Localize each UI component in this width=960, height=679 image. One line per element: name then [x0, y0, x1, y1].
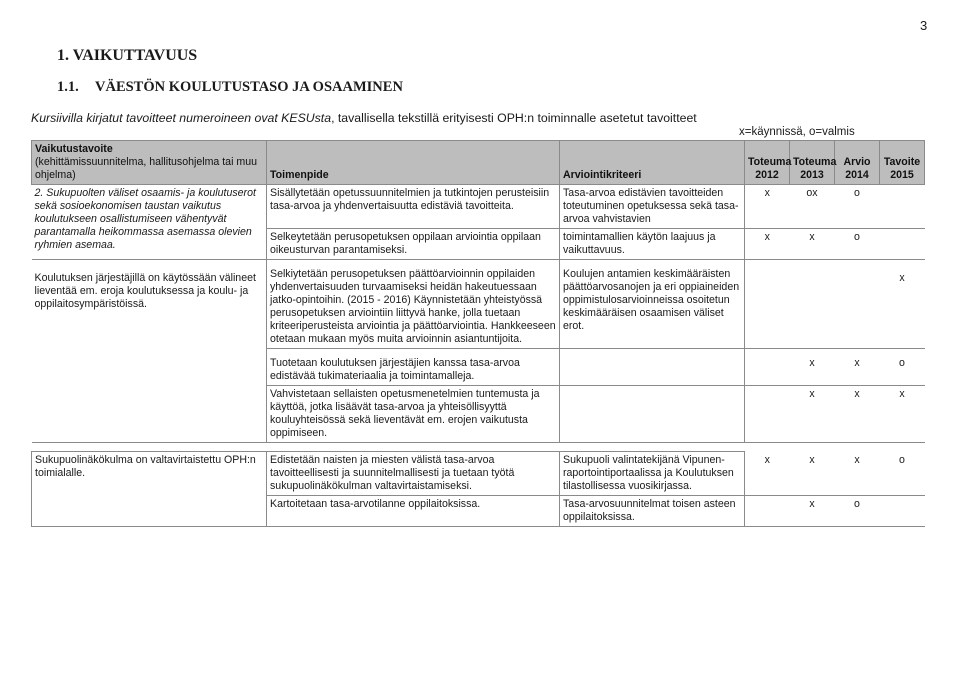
status-2015: x — [880, 260, 925, 349]
table-header-row — [32, 141, 925, 185]
status-2013 — [790, 260, 835, 349]
status-2013: ox — [790, 185, 835, 229]
status-2015: o — [880, 349, 925, 386]
chapter-heading: 1. VAIKUTTAVUUS — [57, 47, 198, 64]
status-2014: o — [835, 185, 880, 229]
action-cell: Edistetään naisten ja miesten välistä tasa-arvoa tavoitteellisesti ja suunnitelmallisesti ja tuetaan työtä sukupuolinäkökulman valtavirtaistamiseksi. — [267, 452, 560, 496]
section-title: VÄESTÖN KOULUTUSTASO JA OSAAMINEN — [95, 79, 403, 95]
header-2014: Arvio 2014 — [835, 141, 880, 185]
status-2012 — [745, 349, 790, 386]
criteria-cell: Tasa-arvoa edistävien tavoitteiden toteutuminen opetuksessa sekä tasa-arvoa vahvistavien — [560, 185, 745, 229]
status-2012 — [745, 260, 790, 349]
header-action: Toimenpide — [267, 141, 560, 185]
action-cell: Selkiytetään perusopetuksen päättöarvioinnin oppilaiden yhdenvertaisuuden turvaamiseksi heidän hakeutuessaan jatko-opintoihin. (2015 - 2016) Käynnistetään yhteistyössä perusopetuksen arviointiin liittyvä hanke, jolla tuetaan kriteeriperusteista arviointia ja päättöarviointia. Hankkeeseen otetaan mukaan myös muita arvioinnin asiantuntijoita. — [267, 260, 560, 349]
status-2015 — [880, 185, 925, 229]
criteria-cell — [560, 386, 745, 443]
status-2012 — [745, 386, 790, 443]
action-cell: Tuotetaan koulutuksen järjestäjien kanssa tasa-arvoa edistävää tukimateriaalia ja toimintamalleja. — [267, 349, 560, 386]
page-number: 3 — [920, 18, 928, 33]
status-2015 — [880, 229, 925, 260]
header-2012: Toteuma 2012 — [745, 141, 790, 185]
status-2015 — [880, 496, 925, 527]
header-2015: Tavoite 2015 — [880, 141, 925, 185]
status-2013: x — [790, 452, 835, 496]
criteria-cell — [560, 349, 745, 386]
criteria-cell: Tasa-arvosuunnitelmat toisen asteen oppilaitoksissa. — [560, 496, 745, 527]
goals-table — [31, 140, 925, 527]
goal-cell: 2. Sukupuolten väliset osaamis- ja koulutuserot sekä sosioekonomisen taustan vaikutus koulutukseen osallistumiseen vähentyvät parantamalla heikommassa asemassa olevien ryhmien asemaa. — [32, 185, 267, 260]
criteria-cell: toimintamallien käytön laajuus ja vaikuttavuus. — [560, 229, 745, 260]
status-2012: x — [745, 229, 790, 260]
status-2012 — [745, 496, 790, 527]
status-2014: o — [835, 496, 880, 527]
status-2014: x — [835, 349, 880, 386]
action-cell: Vahvistetaan sellaisten opetusmenetelmien tuntemusta ja käyttöä, jotka lisäävät tasa-arvoa ja yhteisöllisyyttä kouluyhteisössä sekä lieventävät em. erojen vaikutusta oppimiseen. — [267, 386, 560, 443]
intro-rest: , tavallisella tekstillä erityisesti OPH:n toiminnalle asetetut tavoitteet — [331, 111, 697, 125]
status-2013: x — [790, 229, 835, 260]
status-legend: x=käynnissä, o=valmis — [739, 126, 855, 138]
table-row — [32, 452, 925, 496]
action-cell: Kartoitetaan tasa-arvotilanne oppilaitoksissa. — [267, 496, 560, 527]
status-2014 — [835, 260, 880, 349]
status-2013: x — [790, 496, 835, 527]
criteria-cell: Koulujen antamien keskimääräisten päättöarvosanojen ja eri oppiaineiden oppimistulosarvioinneissa osoitetun keskimääräisen osaamisen väliset erot. — [560, 260, 745, 349]
status-2015: x — [880, 386, 925, 443]
status-2012: x — [745, 185, 790, 229]
section-heading — [57, 79, 403, 96]
header-goal-title: Vaikutustavoite — [35, 143, 113, 155]
action-cell: Selkeytetään perusopetuksen oppilaan arviointia oppilaan oikeusturvan parantamiseksi. — [267, 229, 560, 260]
action-cell: Sisällytetään opetussuunnitelmien ja tutkintojen perusteisiin tasa-arvoa ja yhdenvertaisuutta edistäviä tavoitteita. — [267, 185, 560, 229]
spacer-row — [32, 443, 925, 452]
criteria-cell: Sukupuoli valintatekijänä Vipunen-raportointiportaalissa ja Koulutuksen tilastollisessa vuosikirjassa. — [560, 452, 745, 496]
goal-cell: Sukupuolinäkökulma on valtavirtaistettu OPH:n toimialalle. — [32, 452, 267, 527]
status-2013: x — [790, 386, 835, 443]
header-goal — [32, 141, 267, 185]
status-2014: x — [835, 452, 880, 496]
intro-italic: Kursiivilla kirjatut tavoitteet numeroineen ovat KESUsta — [31, 111, 332, 125]
header-criteria: Arviointikriteeri — [560, 141, 745, 185]
goal-cell: Koulutuksen järjestäjillä on käytössään välineet lieventää em. eroja koulutuksessa ja koulu- ja oppilaitosympäristöissä. — [32, 260, 267, 443]
header-2013: Toteuma 2013 — [790, 141, 835, 185]
table-row — [32, 260, 925, 349]
status-2014: o — [835, 229, 880, 260]
status-2014: x — [835, 386, 880, 443]
status-2015: o — [880, 452, 925, 496]
status-2013: x — [790, 349, 835, 386]
header-goal-sub: (kehittämissuunnitelma, hallitusohjelma tai muu ohjelma) — [35, 156, 257, 181]
table-row — [32, 185, 925, 229]
status-2012: x — [745, 452, 790, 496]
section-number: 1.1. — [57, 79, 79, 95]
intro-text — [31, 111, 697, 125]
